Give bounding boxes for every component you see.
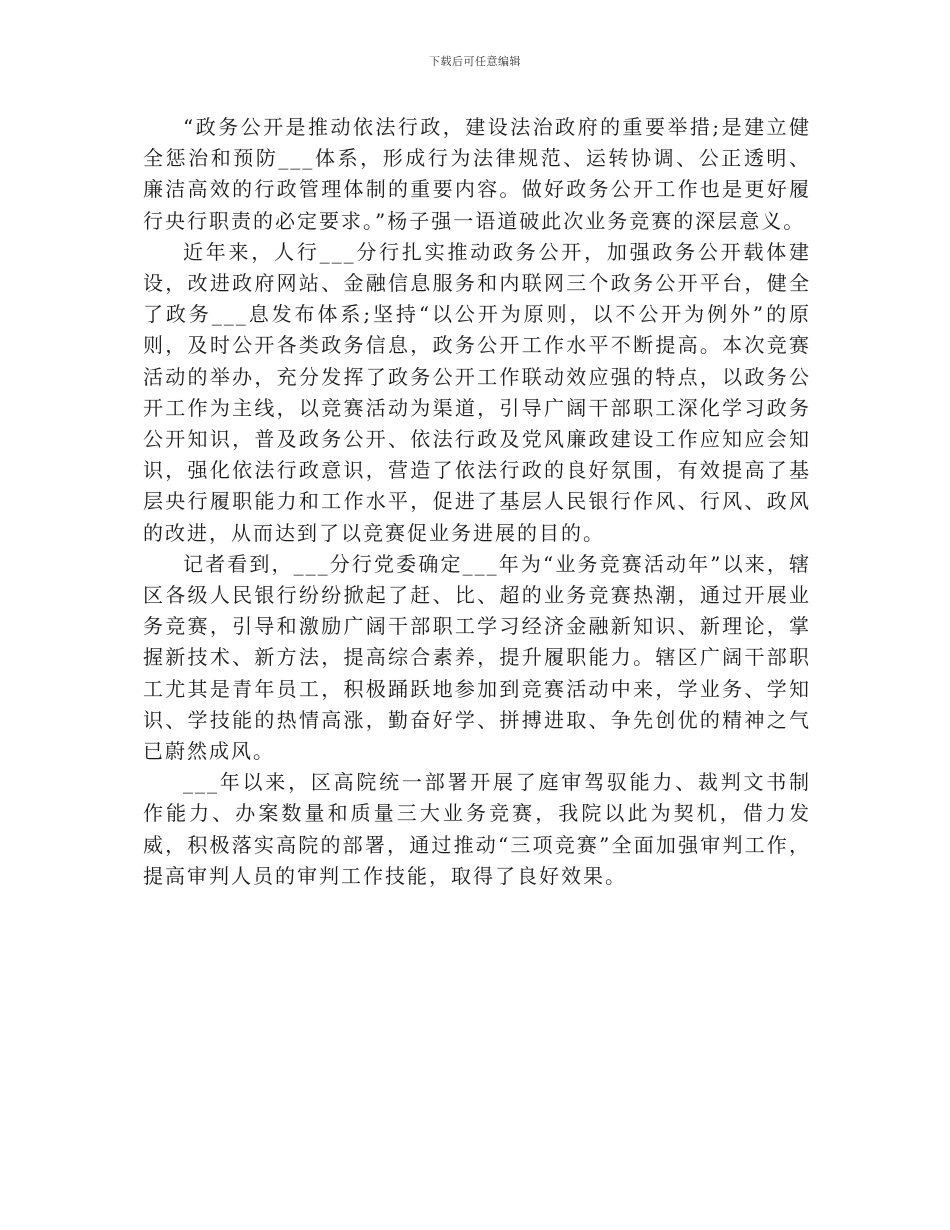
- paragraph-3: 记者看到，___分行党委确定___年为“业务竞赛活动年”以来，辖区各级人民银行纷纷掀起了赶、比、超的业务竞赛热潮，通过开展业务竞赛，引导和激励广阔干部职工学习经济金融新知识、新理论，掌握新技术、新方法，提高综合素养，提升履职能力。辖区广阔干部职工尤其是青年员工，积极踊跃地参加到竞赛活动中来，学业务、学知识、学技能的热情高涨，勤奋好学、拼搏进取、争先创优的精神之气已蔚然成风。: [143, 551, 811, 764]
- header-note: 下载后可任意编辑: [429, 55, 521, 68]
- paragraph-2: 近年来，人行___分行扎实推动政务公开，加强政务公开载体建设，改进政府网站、金融信息服务和内联网三个政务公开平台，健全了政务___息发布体系;坚持“以公开为原则，以不公开为例外”的原则，及时公开各类政务信息，政务公开工作水平不断提高。本次竞赛活动的举办，充分发挥了政务公开工作联动效应强的特点，以政务公开工作为主线，以竞赛活动为渠道，引导广阔干部职工深化学习政务公开知识，普及政务公开、依法行政及党风廉政建设工作应知应会知识，强化依法行政意识，营造了依法行政的良好氛围，有效提高了基层央行履职能力和工作水平，促进了基层人民银行作风、行风、政风的改进，从而达到了以竞赛促业务进展的目的。: [143, 239, 811, 545]
- body-text: [143, 112, 811, 892]
- paragraph-1: “政务公开是推动依法行政，建设法治政府的重要举措;是建立健全惩治和预防___体系，形成行为法律规范、运转协调、公正透明、廉洁高效的行政管理体制的重要内容。做好政务公开工作也是更好履行央行职责的必定要求。”杨子强一语道破此次业务竞赛的深层意义。: [143, 115, 811, 233]
- paragraph-4: ___年以来，区高院统一部署开展了庭审驾驭能力、裁判文书制作能力、办案数量和质量三大业务竞赛，我院以此为契机，借力发威，积极落实高院的部署，通过推动“三项竞赛”全面加强审判工作，提高审判人员的审判工作技能，取得了良好效果。: [143, 770, 811, 888]
